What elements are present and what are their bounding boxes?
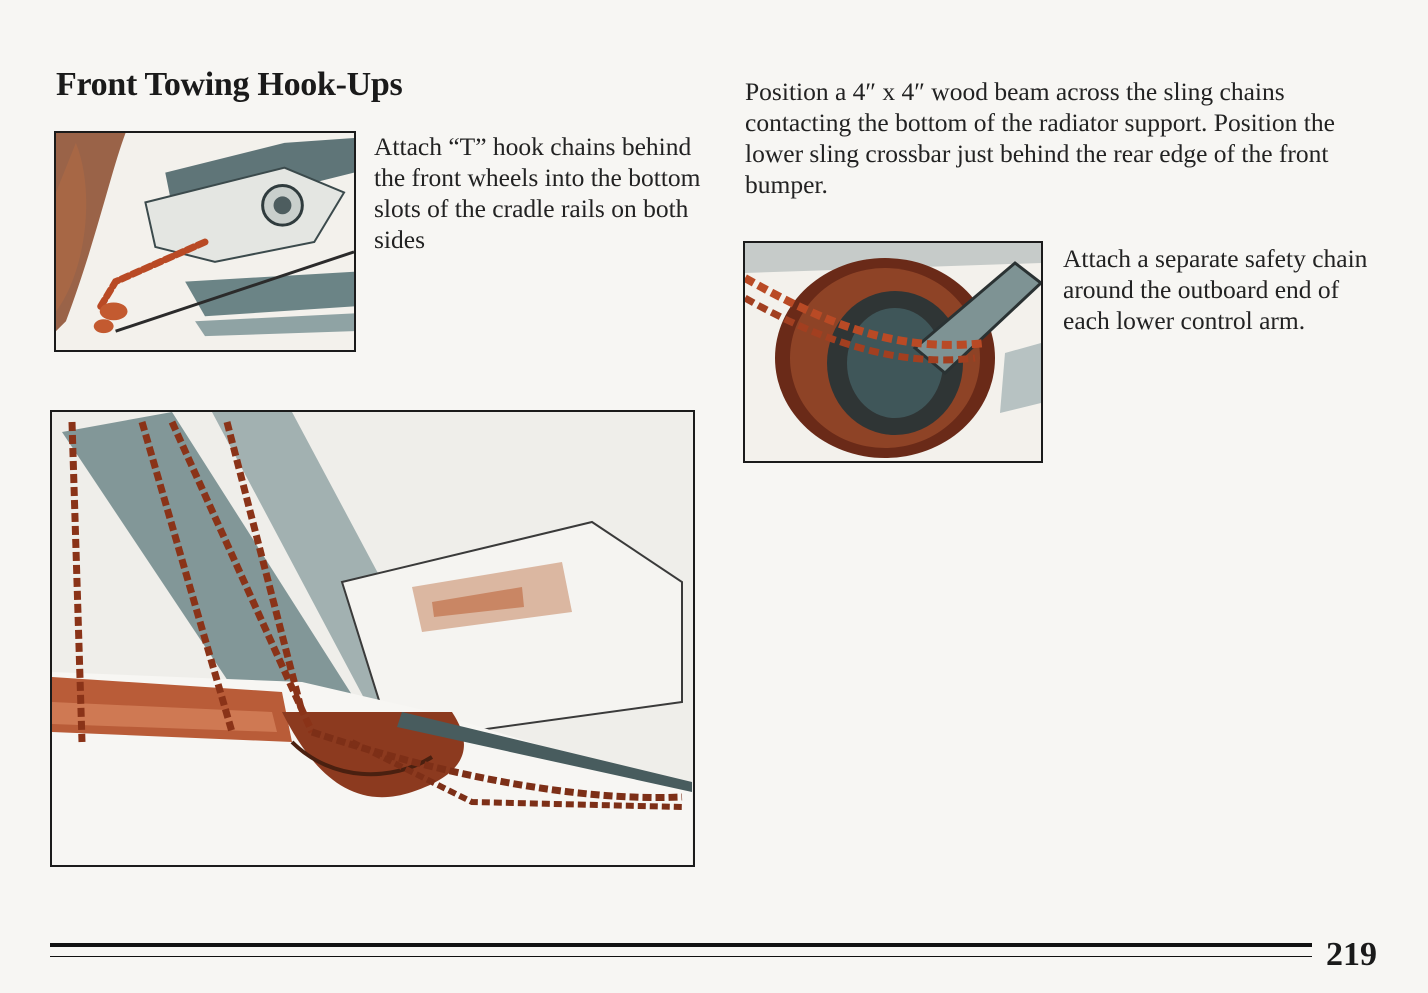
- footer-rule-thick: [50, 943, 1312, 947]
- page-title: Front Towing Hook-Ups: [56, 66, 403, 103]
- safety-chain-instruction: Attach a separate safety chain around the outboard end of each lower control arm.: [1063, 244, 1368, 335]
- t-hook-instruction: Attach “T” hook chains behind the front wheels into the bottom slots of the cradle rails on both sides: [374, 132, 701, 254]
- sling-chains-illustration: [50, 410, 695, 867]
- t-hook-chain-illustration: [54, 131, 356, 352]
- page-number: 219: [1326, 936, 1377, 973]
- safety-chain-illustration: [743, 241, 1043, 463]
- wood-beam-instruction: Position a 4″ x 4″ wood beam across the sling chains contacting the bottom of the radiator support. Position the lower sling crossbar just behind the rear edge of the front bumper.: [745, 77, 1335, 199]
- footer-rule-thin: [50, 956, 1312, 957]
